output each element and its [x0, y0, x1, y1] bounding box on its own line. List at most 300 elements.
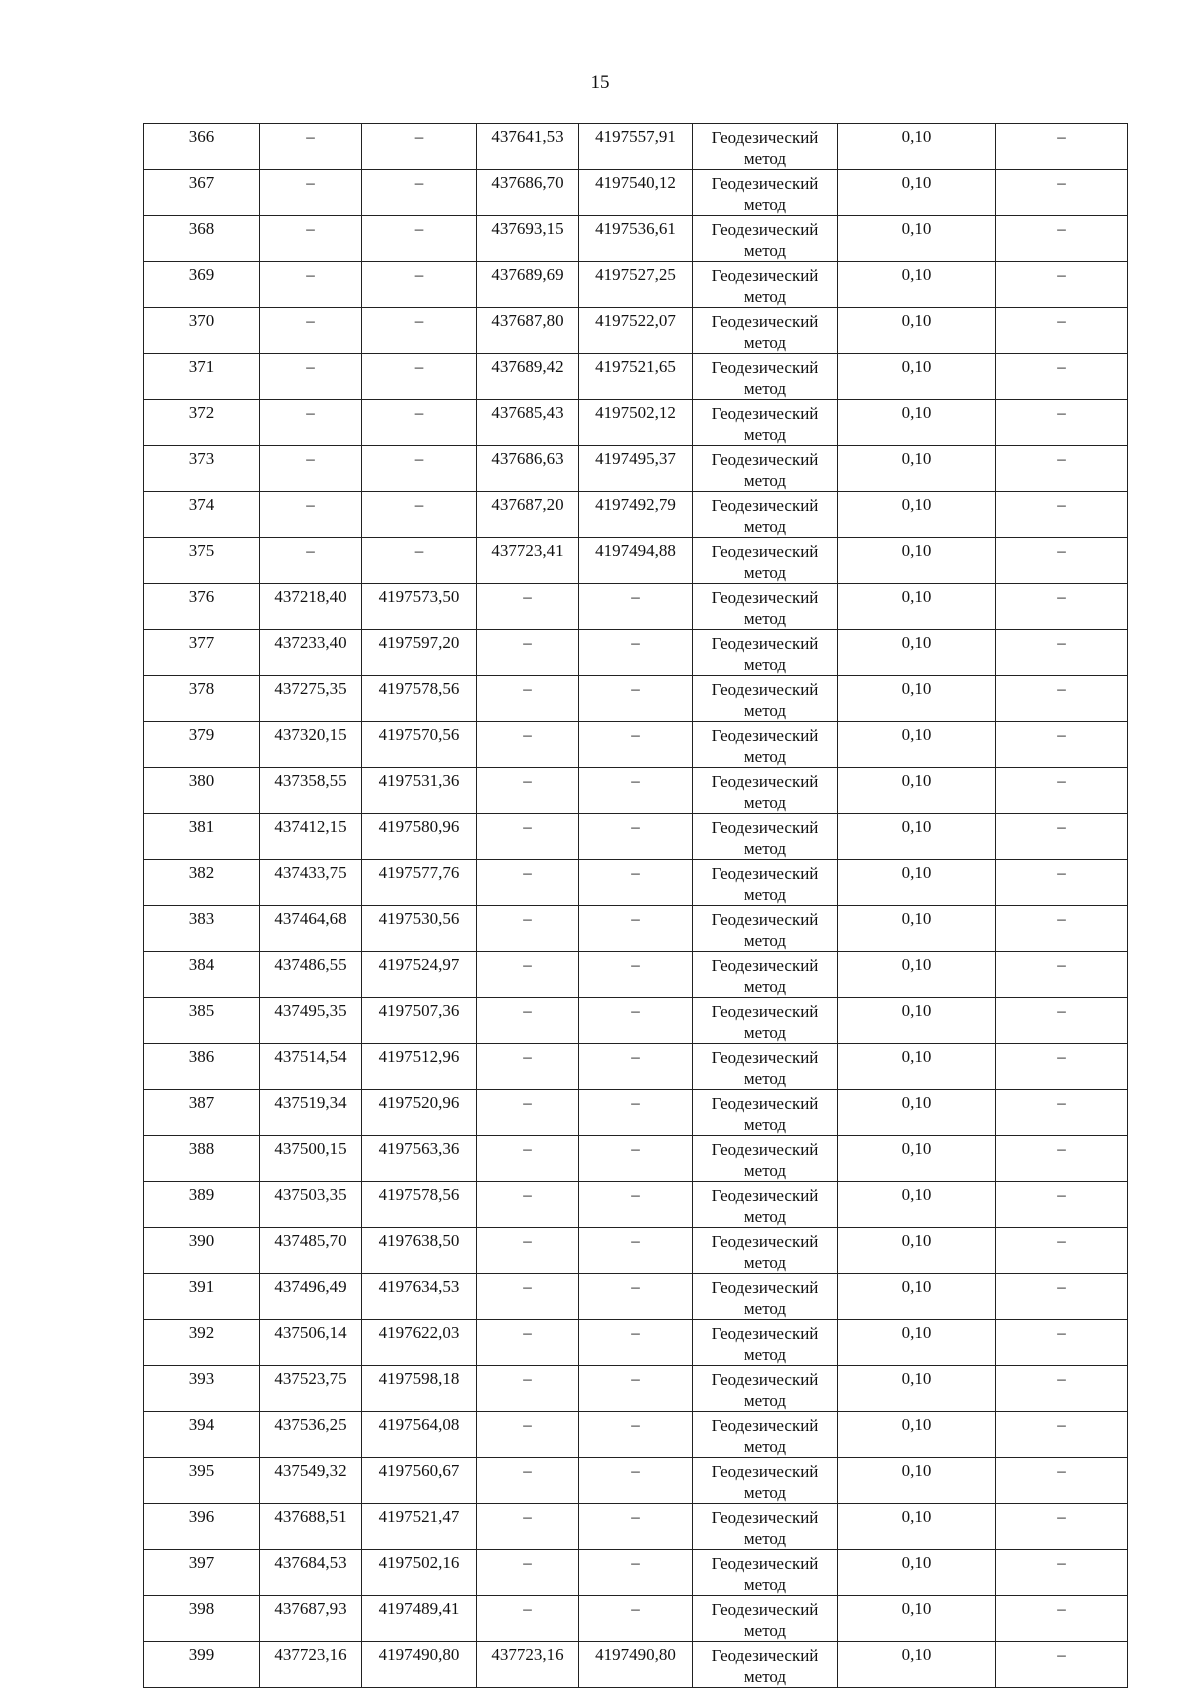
method-cell: [693, 906, 838, 952]
cell-text: –: [523, 1001, 532, 1020]
cell-text: 4197521,47: [378, 1507, 460, 1526]
cell-text: 437549,32: [274, 1461, 347, 1480]
old-x-cell: [260, 1412, 362, 1458]
cell-text: –: [1057, 817, 1066, 836]
cell-text: 399: [188, 1645, 215, 1664]
cell-text: 4197622,03: [378, 1323, 460, 1342]
cell-text: 377: [188, 633, 215, 652]
description-cell: [996, 1412, 1128, 1458]
cell-text: 0,10: [901, 403, 932, 422]
cell-text: –: [523, 1231, 532, 1250]
cell-text: 4197512,96: [378, 1047, 460, 1066]
cell-text: 382: [188, 863, 215, 882]
cell-text: Геодезический метод: [711, 1140, 819, 1180]
cell-text: 392: [188, 1323, 215, 1342]
point-number-cell: [144, 1136, 260, 1182]
old-x-cell: [260, 1642, 362, 1688]
old-y-cell: [362, 308, 477, 354]
method-cell: [693, 170, 838, 216]
table-row: [144, 1642, 1128, 1688]
cell-text: Геодезический метод: [711, 1370, 819, 1410]
old-y-cell: [362, 1412, 477, 1458]
old-y-cell: [362, 722, 477, 768]
point-number-cell: [144, 354, 260, 400]
description-cell: [996, 538, 1128, 584]
table-row: [144, 400, 1128, 446]
point-number-cell: [144, 676, 260, 722]
cell-text: 4197564,08: [378, 1415, 460, 1434]
method-cell: [693, 1458, 838, 1504]
method-cell: [693, 1274, 838, 1320]
description-cell: [996, 124, 1128, 170]
new-x-cell: [477, 308, 579, 354]
cell-text: –: [1057, 1185, 1066, 1204]
new-y-cell: [579, 262, 693, 308]
cell-text: –: [631, 1277, 640, 1296]
point-number-cell: [144, 170, 260, 216]
cell-text: Геодезический метод: [711, 174, 819, 214]
cell-text: 0,10: [901, 1231, 932, 1250]
new-y-cell: [579, 1412, 693, 1458]
cell-text: 4197598,18: [378, 1369, 460, 1388]
cell-text: 0,10: [901, 679, 932, 698]
accuracy-cell: [838, 1228, 996, 1274]
cell-text: 0,10: [901, 1599, 932, 1618]
old-y-cell: [362, 814, 477, 860]
cell-text: Геодезический метод: [711, 266, 819, 306]
old-x-cell: [260, 814, 362, 860]
point-number-cell: [144, 124, 260, 170]
cell-text: Геодезический метод: [711, 1646, 819, 1686]
new-y-cell: [579, 814, 693, 860]
accuracy-cell: [838, 1596, 996, 1642]
cell-text: –: [1057, 955, 1066, 974]
cell-text: 437688,51: [274, 1507, 347, 1526]
description-cell: [996, 1458, 1128, 1504]
accuracy-cell: [838, 860, 996, 906]
table-row: [144, 354, 1128, 400]
cell-text: 386: [188, 1047, 215, 1066]
cell-text: –: [631, 679, 640, 698]
cell-text: 394: [188, 1415, 215, 1434]
old-x-cell: [260, 446, 362, 492]
table-row: [144, 1550, 1128, 1596]
cell-text: Геодезический метод: [711, 496, 819, 536]
description-cell: [996, 446, 1128, 492]
point-number-cell: [144, 998, 260, 1044]
cell-text: –: [1057, 633, 1066, 652]
cell-text: –: [306, 219, 315, 238]
cell-text: 373: [188, 449, 215, 468]
cell-text: Геодезический метод: [711, 1600, 819, 1640]
accuracy-cell: [838, 1458, 996, 1504]
cell-text: Геодезический метод: [711, 1554, 819, 1594]
cell-text: 437495,35: [274, 1001, 347, 1020]
point-number-cell: [144, 308, 260, 354]
cell-text: –: [1057, 1369, 1066, 1388]
accuracy-cell: [838, 814, 996, 860]
old-y-cell: [362, 1228, 477, 1274]
cell-text: 4197490,80: [595, 1645, 676, 1664]
cell-text: 437506,14: [274, 1323, 347, 1342]
cell-text: –: [631, 633, 640, 652]
cell-text: –: [1057, 1415, 1066, 1434]
cell-text: 368: [188, 219, 215, 238]
cell-text: 393: [188, 1369, 215, 1388]
cell-text: –: [523, 1507, 532, 1526]
cell-text: –: [306, 127, 315, 146]
description-cell: [996, 492, 1128, 538]
new-y-cell: [579, 1550, 693, 1596]
cell-text: 0,10: [901, 541, 932, 560]
new-x-cell: [477, 1044, 579, 1090]
accuracy-cell: [838, 998, 996, 1044]
old-y-cell: [362, 630, 477, 676]
method-cell: [693, 630, 838, 676]
old-y-cell: [362, 952, 477, 998]
cell-text: 4197557,91: [595, 127, 676, 146]
old-y-cell: [362, 446, 477, 492]
method-cell: [693, 400, 838, 446]
accuracy-cell: [838, 906, 996, 952]
new-y-cell: [579, 722, 693, 768]
point-number-cell: [144, 814, 260, 860]
cell-text: 0,10: [901, 1553, 932, 1572]
cell-text: Геодезический метод: [711, 634, 819, 674]
cell-text: –: [523, 587, 532, 606]
description-cell: [996, 630, 1128, 676]
table-row: [144, 1596, 1128, 1642]
table-row: [144, 1090, 1128, 1136]
table-row: [144, 722, 1128, 768]
cell-text: Геодезический метод: [711, 1094, 819, 1134]
cell-text: 367: [188, 173, 215, 192]
cell-text: –: [523, 1185, 532, 1204]
cell-text: 437233,40: [274, 633, 347, 652]
old-y-cell: [362, 400, 477, 446]
new-y-cell: [579, 124, 693, 170]
cell-text: 4197573,50: [378, 587, 460, 606]
cell-text: 437433,75: [274, 863, 347, 882]
new-y-cell: [579, 1366, 693, 1412]
old-y-cell: [362, 492, 477, 538]
new-y-cell: [579, 1136, 693, 1182]
cell-text: –: [523, 863, 532, 882]
table-row: [144, 860, 1128, 906]
method-cell: [693, 1596, 838, 1642]
new-x-cell: [477, 124, 579, 170]
description-cell: [996, 906, 1128, 952]
cell-text: –: [523, 1369, 532, 1388]
point-number-cell: [144, 400, 260, 446]
point-number-cell: [144, 446, 260, 492]
old-x-cell: [260, 400, 362, 446]
old-x-cell: [260, 676, 362, 722]
cell-text: 4197536,61: [595, 219, 676, 238]
cell-text: 0,10: [901, 219, 932, 238]
description-cell: [996, 216, 1128, 262]
new-y-cell: [579, 1274, 693, 1320]
cell-text: 437503,35: [274, 1185, 347, 1204]
cell-text: –: [1057, 679, 1066, 698]
cell-text: 4197560,67: [378, 1461, 460, 1480]
description-cell: [996, 262, 1128, 308]
table-row: [144, 630, 1128, 676]
new-y-cell: [579, 1458, 693, 1504]
cell-text: –: [1057, 357, 1066, 376]
cell-text: Геодезический метод: [711, 680, 819, 720]
new-y-cell: [579, 630, 693, 676]
point-number-cell: [144, 1596, 260, 1642]
description-cell: [996, 170, 1128, 216]
old-y-cell: [362, 1458, 477, 1504]
method-cell: [693, 1090, 838, 1136]
cell-text: 389: [188, 1185, 215, 1204]
method-cell: [693, 1366, 838, 1412]
new-y-cell: [579, 952, 693, 998]
old-y-cell: [362, 1320, 477, 1366]
cell-text: 4197520,96: [378, 1093, 460, 1112]
table-row: [144, 1320, 1128, 1366]
description-cell: [996, 1136, 1128, 1182]
old-x-cell: [260, 308, 362, 354]
cell-text: 370: [188, 311, 215, 330]
accuracy-cell: [838, 952, 996, 998]
new-x-cell: [477, 722, 579, 768]
description-cell: [996, 1044, 1128, 1090]
cell-text: 4197540,12: [595, 173, 676, 192]
cell-text: –: [1057, 311, 1066, 330]
method-cell: [693, 308, 838, 354]
table-row: [144, 538, 1128, 584]
new-y-cell: [579, 1320, 693, 1366]
cell-text: 437723,41: [491, 541, 564, 560]
new-y-cell: [579, 860, 693, 906]
description-cell: [996, 768, 1128, 814]
cell-text: –: [631, 909, 640, 928]
cell-text: –: [1057, 173, 1066, 192]
new-y-cell: [579, 1044, 693, 1090]
cell-text: 0,10: [901, 449, 932, 468]
old-y-cell: [362, 1090, 477, 1136]
cell-text: 0,10: [901, 1139, 932, 1158]
table-row: [144, 1136, 1128, 1182]
cell-text: 4197580,96: [378, 817, 460, 836]
new-x-cell: [477, 676, 579, 722]
cell-text: –: [1057, 541, 1066, 560]
new-y-cell: [579, 1090, 693, 1136]
description-cell: [996, 814, 1128, 860]
cell-text: 4197502,12: [595, 403, 676, 422]
cell-text: 385: [188, 1001, 215, 1020]
cell-text: Геодезический метод: [711, 358, 819, 398]
new-x-cell: [477, 492, 579, 538]
cell-text: 4197597,20: [378, 633, 460, 652]
cell-text: 0,10: [901, 817, 932, 836]
description-cell: [996, 1090, 1128, 1136]
accuracy-cell: [838, 1320, 996, 1366]
old-x-cell: [260, 1320, 362, 1366]
new-y-cell: [579, 906, 693, 952]
old-x-cell: [260, 170, 362, 216]
old-y-cell: [362, 216, 477, 262]
cell-text: 0,10: [901, 955, 932, 974]
new-x-cell: [477, 1320, 579, 1366]
accuracy-cell: [838, 1090, 996, 1136]
method-cell: [693, 1550, 838, 1596]
point-number-cell: [144, 1090, 260, 1136]
new-y-cell: [579, 216, 693, 262]
cell-text: –: [414, 265, 424, 284]
method-cell: [693, 1642, 838, 1688]
method-cell: [693, 952, 838, 998]
table-row: [144, 906, 1128, 952]
cell-text: 4197563,36: [378, 1139, 460, 1158]
description-cell: [996, 952, 1128, 998]
point-number-cell: [144, 216, 260, 262]
old-y-cell: [362, 584, 477, 630]
table-row: [144, 768, 1128, 814]
table-row: [144, 170, 1128, 216]
new-y-cell: [579, 1228, 693, 1274]
cell-text: –: [1057, 1507, 1066, 1526]
cell-text: –: [414, 403, 424, 422]
old-x-cell: [260, 538, 362, 584]
cell-text: –: [1057, 1139, 1066, 1158]
cell-text: 437641,53: [491, 127, 564, 146]
cell-text: 4197490,80: [378, 1645, 460, 1664]
old-y-cell: [362, 124, 477, 170]
table-row: [144, 1504, 1128, 1550]
cell-text: 437523,75: [274, 1369, 347, 1388]
method-cell: [693, 722, 838, 768]
description-cell: [996, 676, 1128, 722]
cell-text: –: [523, 1553, 532, 1572]
cell-text: –: [631, 1139, 640, 1158]
table-row: [144, 1412, 1128, 1458]
cell-text: 437689,69: [491, 265, 564, 284]
accuracy-cell: [838, 262, 996, 308]
cell-text: 437686,70: [491, 173, 564, 192]
cell-text: 0,10: [901, 1185, 932, 1204]
cell-text: 437687,93: [274, 1599, 347, 1618]
cell-text: Геодезический метод: [711, 542, 819, 582]
table-row: [144, 446, 1128, 492]
cell-text: 0,10: [901, 1415, 932, 1434]
new-x-cell: [477, 1504, 579, 1550]
cell-text: 0,10: [901, 587, 932, 606]
old-x-cell: [260, 1136, 362, 1182]
table-row: [144, 952, 1128, 998]
cell-text: –: [1057, 1323, 1066, 1342]
cell-text: –: [631, 1461, 640, 1480]
new-x-cell: [477, 1228, 579, 1274]
new-x-cell: [477, 1182, 579, 1228]
method-cell: [693, 1320, 838, 1366]
cell-text: –: [306, 495, 315, 514]
cell-text: 4197524,97: [378, 955, 460, 974]
cell-text: Геодезический метод: [711, 312, 819, 352]
method-cell: [693, 124, 838, 170]
cell-text: Геодезический метод: [711, 910, 819, 950]
cell-text: 0,10: [901, 1047, 932, 1066]
old-y-cell: [362, 1366, 477, 1412]
new-x-cell: [477, 630, 579, 676]
cell-text: –: [523, 1047, 532, 1066]
method-cell: [693, 1228, 838, 1274]
old-x-cell: [260, 1504, 362, 1550]
method-cell: [693, 768, 838, 814]
cell-text: –: [523, 1093, 532, 1112]
old-y-cell: [362, 262, 477, 308]
cell-text: –: [523, 633, 532, 652]
cell-text: –: [631, 863, 640, 882]
cell-text: –: [1057, 1001, 1066, 1020]
table-row: [144, 492, 1128, 538]
cell-text: –: [414, 311, 424, 330]
accuracy-cell: [838, 722, 996, 768]
old-x-cell: [260, 860, 362, 906]
cell-text: 4197489,41: [378, 1599, 460, 1618]
cell-text: Геодезический метод: [711, 1232, 819, 1272]
cell-text: –: [631, 1507, 640, 1526]
new-y-cell: [579, 1504, 693, 1550]
cell-text: –: [1057, 587, 1066, 606]
cell-text: –: [1057, 1645, 1066, 1664]
cell-text: –: [414, 449, 424, 468]
point-number-cell: [144, 1182, 260, 1228]
cell-text: 0,10: [901, 725, 932, 744]
cell-text: 366: [188, 127, 215, 146]
accuracy-cell: [838, 1642, 996, 1688]
cell-text: Геодезический метод: [711, 1508, 819, 1548]
cell-text: Геодезический метод: [711, 450, 819, 490]
method-cell: [693, 1504, 838, 1550]
cell-text: 4197531,36: [378, 771, 460, 790]
cell-text: 378: [188, 679, 215, 698]
new-x-cell: [477, 170, 579, 216]
cell-text: 4197577,76: [378, 863, 460, 882]
description-cell: [996, 1274, 1128, 1320]
point-number-cell: [144, 1458, 260, 1504]
cell-text: 437486,55: [274, 955, 347, 974]
point-number-cell: [144, 1228, 260, 1274]
cell-text: –: [1057, 449, 1066, 468]
description-cell: [996, 354, 1128, 400]
cell-text: –: [523, 955, 532, 974]
new-y-cell: [579, 538, 693, 584]
point-number-cell: [144, 1366, 260, 1412]
description-cell: [996, 722, 1128, 768]
cell-text: –: [631, 1231, 640, 1250]
table-row: [144, 1228, 1128, 1274]
cell-text: –: [631, 1185, 640, 1204]
cell-text: 383: [188, 909, 215, 928]
cell-text: 379: [188, 725, 215, 744]
cell-text: –: [631, 725, 640, 744]
cell-text: –: [414, 219, 424, 238]
accuracy-cell: [838, 308, 996, 354]
cell-text: 437496,49: [274, 1277, 347, 1296]
cell-text: 372: [188, 403, 215, 422]
description-cell: [996, 584, 1128, 630]
cell-text: 0,10: [901, 1323, 932, 1342]
cell-text: –: [414, 541, 424, 560]
cell-text: Геодезический метод: [711, 956, 819, 996]
cell-text: Геодезический метод: [711, 1462, 819, 1502]
cell-text: 4197634,53: [378, 1277, 460, 1296]
cell-text: –: [306, 541, 315, 560]
